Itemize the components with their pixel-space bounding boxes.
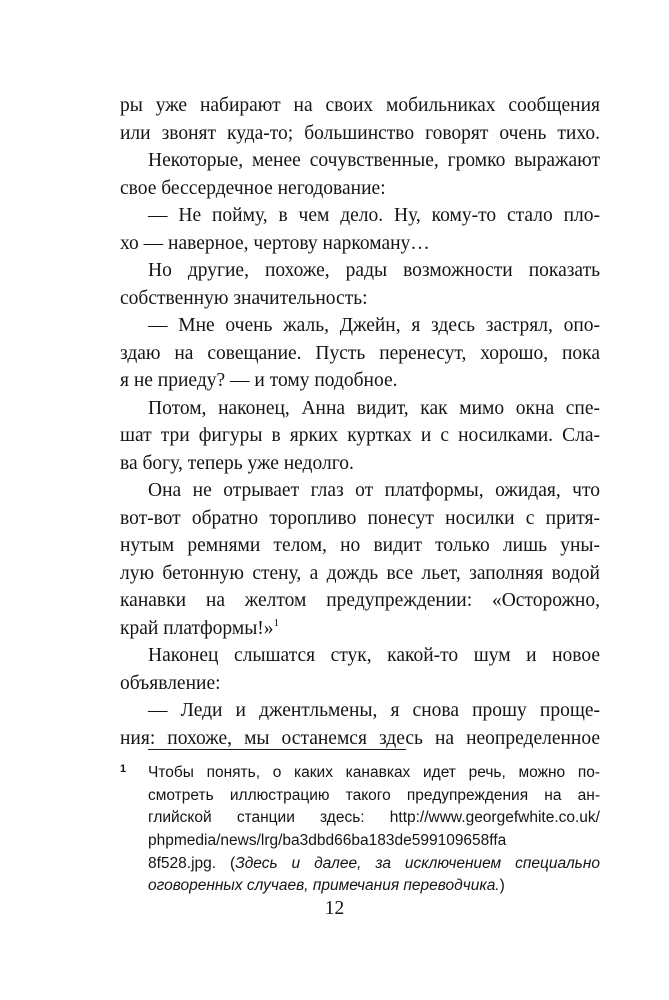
text-line: шат три фигуры в ярких куртках и с носилками. Сла-: [120, 425, 600, 446]
text-line: — Мне очень жаль, Джейн, я здесь застрял, опо-: [148, 315, 600, 336]
text-line: [120, 615, 600, 643]
text-line: Она не отрывает глаз от платформы, ожидая, что: [148, 480, 600, 501]
page-number: 12: [324, 898, 345, 919]
text-line: ры уже набирают на своих мобильниках сообщения: [120, 95, 600, 116]
text-line: нутым ремнями телом, но видит только лишь уны-: [120, 535, 600, 556]
main-text: [120, 92, 600, 752]
text-line: канавки на желтом предупреждении: «Осторожно,: [120, 590, 600, 611]
footnote-number: 1: [120, 763, 127, 775]
text-line: вот-вот обратно торопливо понесут носилки с притя-: [120, 507, 600, 529]
text-line: — Не пойму, в чем дело. Ну, кому-то стало пло-: [148, 205, 600, 226]
footnote-italic-note: Здесь и далее, за исключением специально: [235, 854, 600, 872]
footnote-line: Чтобы понять, о каких канавках идет речь, можно по-: [148, 764, 600, 781]
text-line: или звонят куда-то; большинство говорят очень тихо.: [120, 122, 600, 144]
text-line: свое бессердечное негодование:: [120, 177, 386, 199]
footnote-italic-note: оговоренных случаев, примечания переводчика.: [148, 877, 500, 895]
footnote-reference[interactable]: 1: [273, 616, 280, 629]
text-line: Но другие, похоже, рады возможности показать: [148, 260, 600, 281]
footnote-line: [148, 853, 600, 876]
text-line: Наконец слышатся стук, какой-то шум и новое: [148, 645, 600, 666]
text-line: Потом, наконец, Анна видит, как мимо окна спе-: [148, 397, 600, 419]
text-line: хо — наверное, чертову наркоману…: [120, 232, 430, 254]
text-line-content: край платформы!»: [120, 617, 274, 639]
footnote-line: глийской станции здесь: http://www.georgefwhite.co.uk/: [148, 809, 600, 827]
footnote-text: [148, 762, 600, 898]
footnote-line: phpmedia/news/lrg/ba3dbd66ba183de599109658ffa: [148, 832, 507, 850]
text-line: лую бетонную стену, а дождь все льет, заполняя водой: [120, 562, 600, 584]
footnote-line: [148, 875, 600, 898]
text-line: — Леди и джентльмены, я снова прошу проще-: [148, 700, 600, 721]
text-line: ва богу, теперь уже недолго.: [120, 452, 354, 474]
text-line: Некоторые, менее сочувственные, громко выражают: [148, 150, 600, 171]
text-line: я не приеду? — и тому подобное.: [120, 370, 398, 391]
text-line: объявление:: [120, 672, 221, 694]
text-line: ния: похоже, мы останемся здесь на неопределенное: [120, 727, 600, 749]
text-line: собственную значительность:: [120, 287, 368, 309]
footnote-closing: ): [499, 877, 505, 895]
text-line: здаю на совещание. Пусть перенесут, хорошо, пока: [120, 342, 600, 364]
footnote-line: смотреть иллюстрацию такого предупреждения на ан-: [148, 786, 600, 804]
footnote-divider: [148, 749, 406, 750]
footnote-line-start: 8f528.jpg. (: [148, 854, 236, 872]
footnote: [120, 762, 600, 898]
